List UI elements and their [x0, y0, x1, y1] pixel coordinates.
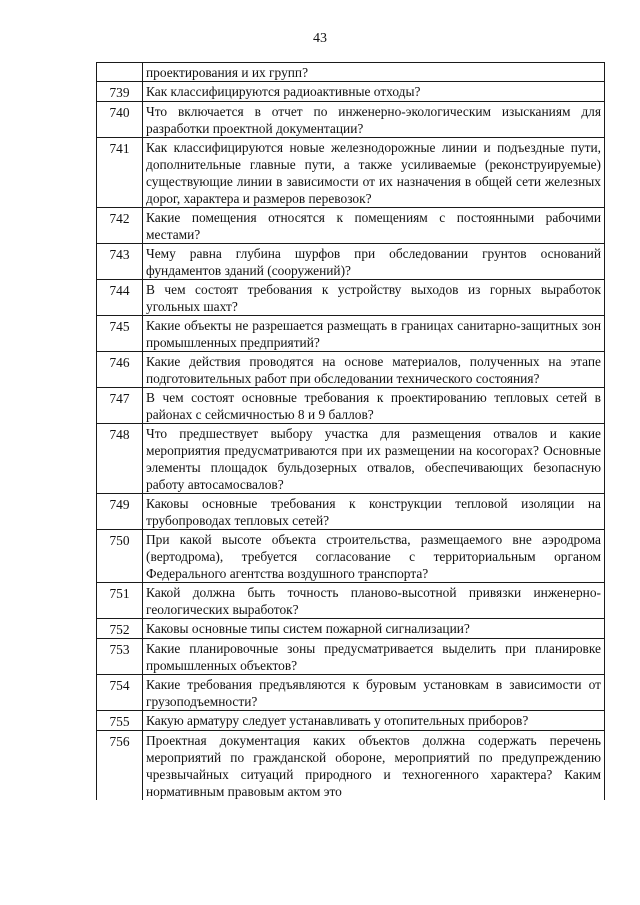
table-row — [97, 424, 605, 494]
question-text: В чем состоят основные требования к проектированию тепловых сетей в районах с сейсмичностью 8 и 9 баллов? — [143, 388, 605, 424]
question-text: Какие планировочные зоны предусматривается выделить при планировке промышленных объектов? — [143, 639, 605, 675]
question-number: 740 — [97, 102, 143, 138]
table-row — [97, 494, 605, 530]
question-number: 748 — [97, 424, 143, 494]
table-row — [97, 280, 605, 316]
question-number: 751 — [97, 583, 143, 619]
question-text: Какие требования предъявляются к буровым установкам в зависимости от грузоподъемности? — [143, 675, 605, 711]
question-number: 742 — [97, 208, 143, 244]
question-text: Чему равна глубина шурфов при обследовании грунтов оснований фундаментов зданий (сооружений)? — [143, 244, 605, 280]
table-row — [97, 352, 605, 388]
page-number: 43 — [313, 31, 327, 46]
question-text: проектирования и их групп? — [143, 63, 605, 82]
question-text: Что включается в отчет по инженерно-экологическим изысканиям для разработки проектной документации? — [143, 102, 605, 138]
table-row — [97, 388, 605, 424]
question-number: 750 — [97, 530, 143, 583]
table-row — [97, 138, 605, 208]
table-row — [97, 102, 605, 138]
question-number — [97, 63, 143, 82]
questions-table — [96, 62, 605, 800]
question-text: Как классифицируются новые железнодорожные линии и подъездные пути, дополнительные главные пути, а также усиливаемые (реконструируемые) существующие линии в зависимости от их назначения в общей сети железных дорог, характера и размеров перевозок? — [143, 138, 605, 208]
question-text: Каковы основные требования к конструкции тепловой изоляции на трубопроводах тепловых сетей? — [143, 494, 605, 530]
table-row — [97, 82, 605, 102]
question-text: Каковы основные типы систем пожарной сигнализации? — [143, 619, 605, 639]
table-row — [97, 244, 605, 280]
question-number: 755 — [97, 711, 143, 731]
table-row — [97, 731, 605, 801]
table-row — [97, 711, 605, 731]
question-text: В чем состоят требования к устройству выходов из горных выработок угольных шахт? — [143, 280, 605, 316]
table-row — [97, 208, 605, 244]
table-row — [97, 619, 605, 639]
question-number: 754 — [97, 675, 143, 711]
question-number: 739 — [97, 82, 143, 102]
question-number: 745 — [97, 316, 143, 352]
question-number: 749 — [97, 494, 143, 530]
question-text: Какие помещения относятся к помещениям с постоянными рабочими местами? — [143, 208, 605, 244]
question-number: 753 — [97, 639, 143, 675]
question-text: Какие объекты не разрешается размещать в границах санитарно-защитных зон промышленных предприятий? — [143, 316, 605, 352]
question-number: 744 — [97, 280, 143, 316]
questions-table-body — [97, 63, 605, 801]
table-row — [97, 530, 605, 583]
question-text: При какой высоте объекта строительства, размещаемого вне аэродрома (вертодрома), требуется согласование с территориальным органом Федерального агентства воздушного транспорта? — [143, 530, 605, 583]
question-number: 743 — [97, 244, 143, 280]
question-text: Проектная документация каких объектов должна содержать перечень мероприятий по гражданской обороне, мероприятий по предупреждению чрезвычайных ситуаций природного и техногенного характера? Каким нормативным правовым актом это — [143, 731, 605, 801]
question-number: 746 — [97, 352, 143, 388]
question-number: 747 — [97, 388, 143, 424]
table-row — [97, 675, 605, 711]
table-row — [97, 583, 605, 619]
table-row — [97, 639, 605, 675]
question-text: Как классифицируются радиоактивные отходы? — [143, 82, 605, 102]
question-number: 756 — [97, 731, 143, 801]
question-number: 752 — [97, 619, 143, 639]
question-text: Какой должна быть точность планово-высотной привязки инженерно-геологических выработок? — [143, 583, 605, 619]
table-row — [97, 63, 605, 82]
table-row — [97, 316, 605, 352]
question-text: Какую арматуру следует устанавливать у отопительных приборов? — [143, 711, 605, 731]
question-text: Что предшествует выбору участка для размещения отвалов и какие мероприятия предусматриваются при их размещении на косогорах? Основные элементы площадок бульдозерных отвалов, обеспечивающих безопасную работу автосамосвалов? — [143, 424, 605, 494]
question-number: 741 — [97, 138, 143, 208]
question-text: Какие действия проводятся на основе материалов, полученных на этапе подготовительных работ при обследовании технического состояния? — [143, 352, 605, 388]
